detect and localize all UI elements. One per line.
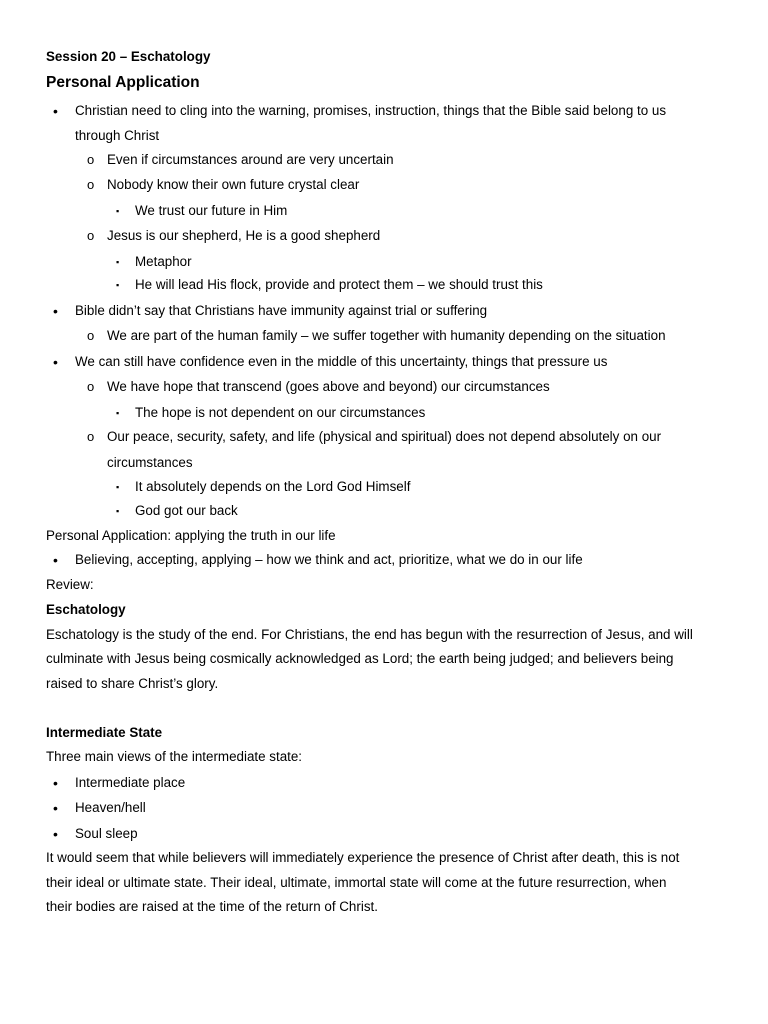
- eschatology-text: culminate with Jesus being cosmically acknowledged as Lord; the earth being judged; and believers being: [46, 651, 674, 666]
- paragraph-line: [0, 848, 768, 868]
- paragraph-line: [0, 575, 768, 595]
- list-item: [0, 150, 768, 170]
- list-item: [0, 477, 768, 497]
- intermediate-text: their ideal or ultimate state. Their ideal, ultimate, immortal state will come at the future resurrection, when: [46, 875, 667, 890]
- list-item: [0, 773, 768, 793]
- personal-application-line: Personal Application: applying the truth in our life: [46, 528, 336, 543]
- list-item: [0, 501, 768, 521]
- list-item: [0, 252, 768, 272]
- bullet-marker: ▪: [116, 482, 120, 492]
- list-item: [0, 326, 768, 346]
- list-item-text: Jesus is our shepherd, He is a good shepherd: [107, 228, 381, 243]
- intermediate-title: Intermediate State: [46, 725, 163, 740]
- list-item: [0, 175, 768, 195]
- bullet-marker: o: [87, 177, 95, 192]
- bullet-marker: ▪: [116, 206, 120, 216]
- list-item: [0, 403, 768, 423]
- list-item: [0, 377, 768, 397]
- list-item: [0, 101, 768, 121]
- list-item-text: We are part of the human family – we suffer together with humanity depending on the situation: [107, 328, 666, 343]
- bullet-marker: ▪: [116, 280, 120, 290]
- list-item: [0, 226, 768, 246]
- bullet-marker: •: [53, 800, 58, 816]
- list-item-text: He will lead His flock, provide and protect them – we should trust this: [135, 277, 543, 292]
- bullet-marker: o: [87, 152, 95, 167]
- intermediate-text: their bodies are raised at the time of the return of Christ.: [46, 899, 378, 914]
- list-item-text: The hope is not dependent on our circumstances: [135, 405, 426, 420]
- list-item: [0, 427, 768, 447]
- list-item-text: It absolutely depends on the Lord God Himself: [135, 479, 411, 494]
- list-item-text: Intermediate place: [75, 775, 186, 790]
- eschatology-text: raised to share Christ’s glory.: [46, 676, 219, 691]
- paragraph-line: [0, 873, 768, 893]
- bullet-marker: o: [87, 328, 95, 343]
- list-item: [0, 201, 768, 221]
- paragraph-line: [0, 897, 768, 917]
- list-item-continuation: [0, 126, 768, 146]
- list-item: [0, 301, 768, 321]
- subheading-line: [0, 600, 768, 620]
- bullet-marker: •: [53, 826, 58, 842]
- intermediate-intro: Three main views of the intermediate state:: [46, 749, 303, 764]
- paragraph-line: [0, 649, 768, 669]
- session-title: Session 20 – Eschatology: [46, 49, 211, 64]
- list-item: [0, 352, 768, 372]
- paragraph-line: [0, 526, 768, 546]
- list-item: [0, 824, 768, 844]
- section-heading: Personal Application: [46, 74, 200, 91]
- list-item-text: Nobody know their own future crystal clear: [107, 177, 360, 192]
- bullet-marker: •: [53, 103, 58, 119]
- list-item-text: God got our back: [135, 503, 238, 518]
- eschatology-text: Eschatology is the study of the end. For Christians, the end has begun with the resurrection of Jesus, and will: [46, 627, 693, 642]
- list-item-text: Believing, accepting, applying – how we think and act, prioritize, what we do in our life: [75, 552, 583, 567]
- list-item-text: Metaphor: [135, 254, 192, 269]
- session-title-line: [0, 47, 768, 67]
- list-item: [0, 798, 768, 818]
- intermediate-text: It would seem that while believers will immediately experience the presence of Christ after death, this is not: [46, 850, 680, 865]
- paragraph-line: [0, 625, 768, 645]
- bullet-marker: •: [53, 552, 58, 568]
- list-item-text: through Christ: [75, 128, 160, 143]
- list-item-text: Even if circumstances around are very uncertain: [107, 152, 394, 167]
- list-item-text: Heaven/hell: [75, 800, 146, 815]
- paragraph-line: [0, 674, 768, 694]
- list-item-text: We have hope that transcend (goes above and beyond) our circumstances: [107, 379, 550, 394]
- list-item-continuation: [0, 453, 768, 473]
- bullet-marker: o: [87, 429, 95, 444]
- review-label: Review:: [46, 577, 94, 592]
- subheading-line: [0, 723, 768, 743]
- list-item-text: We can still have confidence even in the middle of this uncertainty, things that pressure us: [75, 354, 608, 369]
- list-item-text: We trust our future in Him: [135, 203, 288, 218]
- list-item: [0, 550, 768, 570]
- paragraph-line: [0, 747, 768, 767]
- bullet-marker: •: [53, 775, 58, 791]
- list-item-text: Christian need to cling into the warning, promises, instruction, things that the Bible said belong to us: [75, 103, 667, 118]
- bullet-marker: •: [53, 303, 58, 319]
- heading-line: [0, 73, 768, 93]
- list-item-text: Our peace, security, safety, and life (physical and spiritual) does not depend absolutely on our: [107, 429, 662, 444]
- bullet-marker: ▪: [116, 506, 120, 516]
- bullet-marker: •: [53, 354, 58, 370]
- list-item-text: circumstances: [107, 455, 193, 470]
- list-item-text: Bible didn’t say that Christians have immunity against trial or suffering: [75, 303, 488, 318]
- bullet-marker: o: [87, 379, 95, 394]
- bullet-marker: ▪: [116, 408, 120, 418]
- eschatology-title: Eschatology: [46, 602, 126, 617]
- list-item: [0, 275, 768, 295]
- list-item-text: Soul sleep: [75, 826, 138, 841]
- bullet-marker: o: [87, 228, 95, 243]
- bullet-marker: ▪: [116, 257, 120, 267]
